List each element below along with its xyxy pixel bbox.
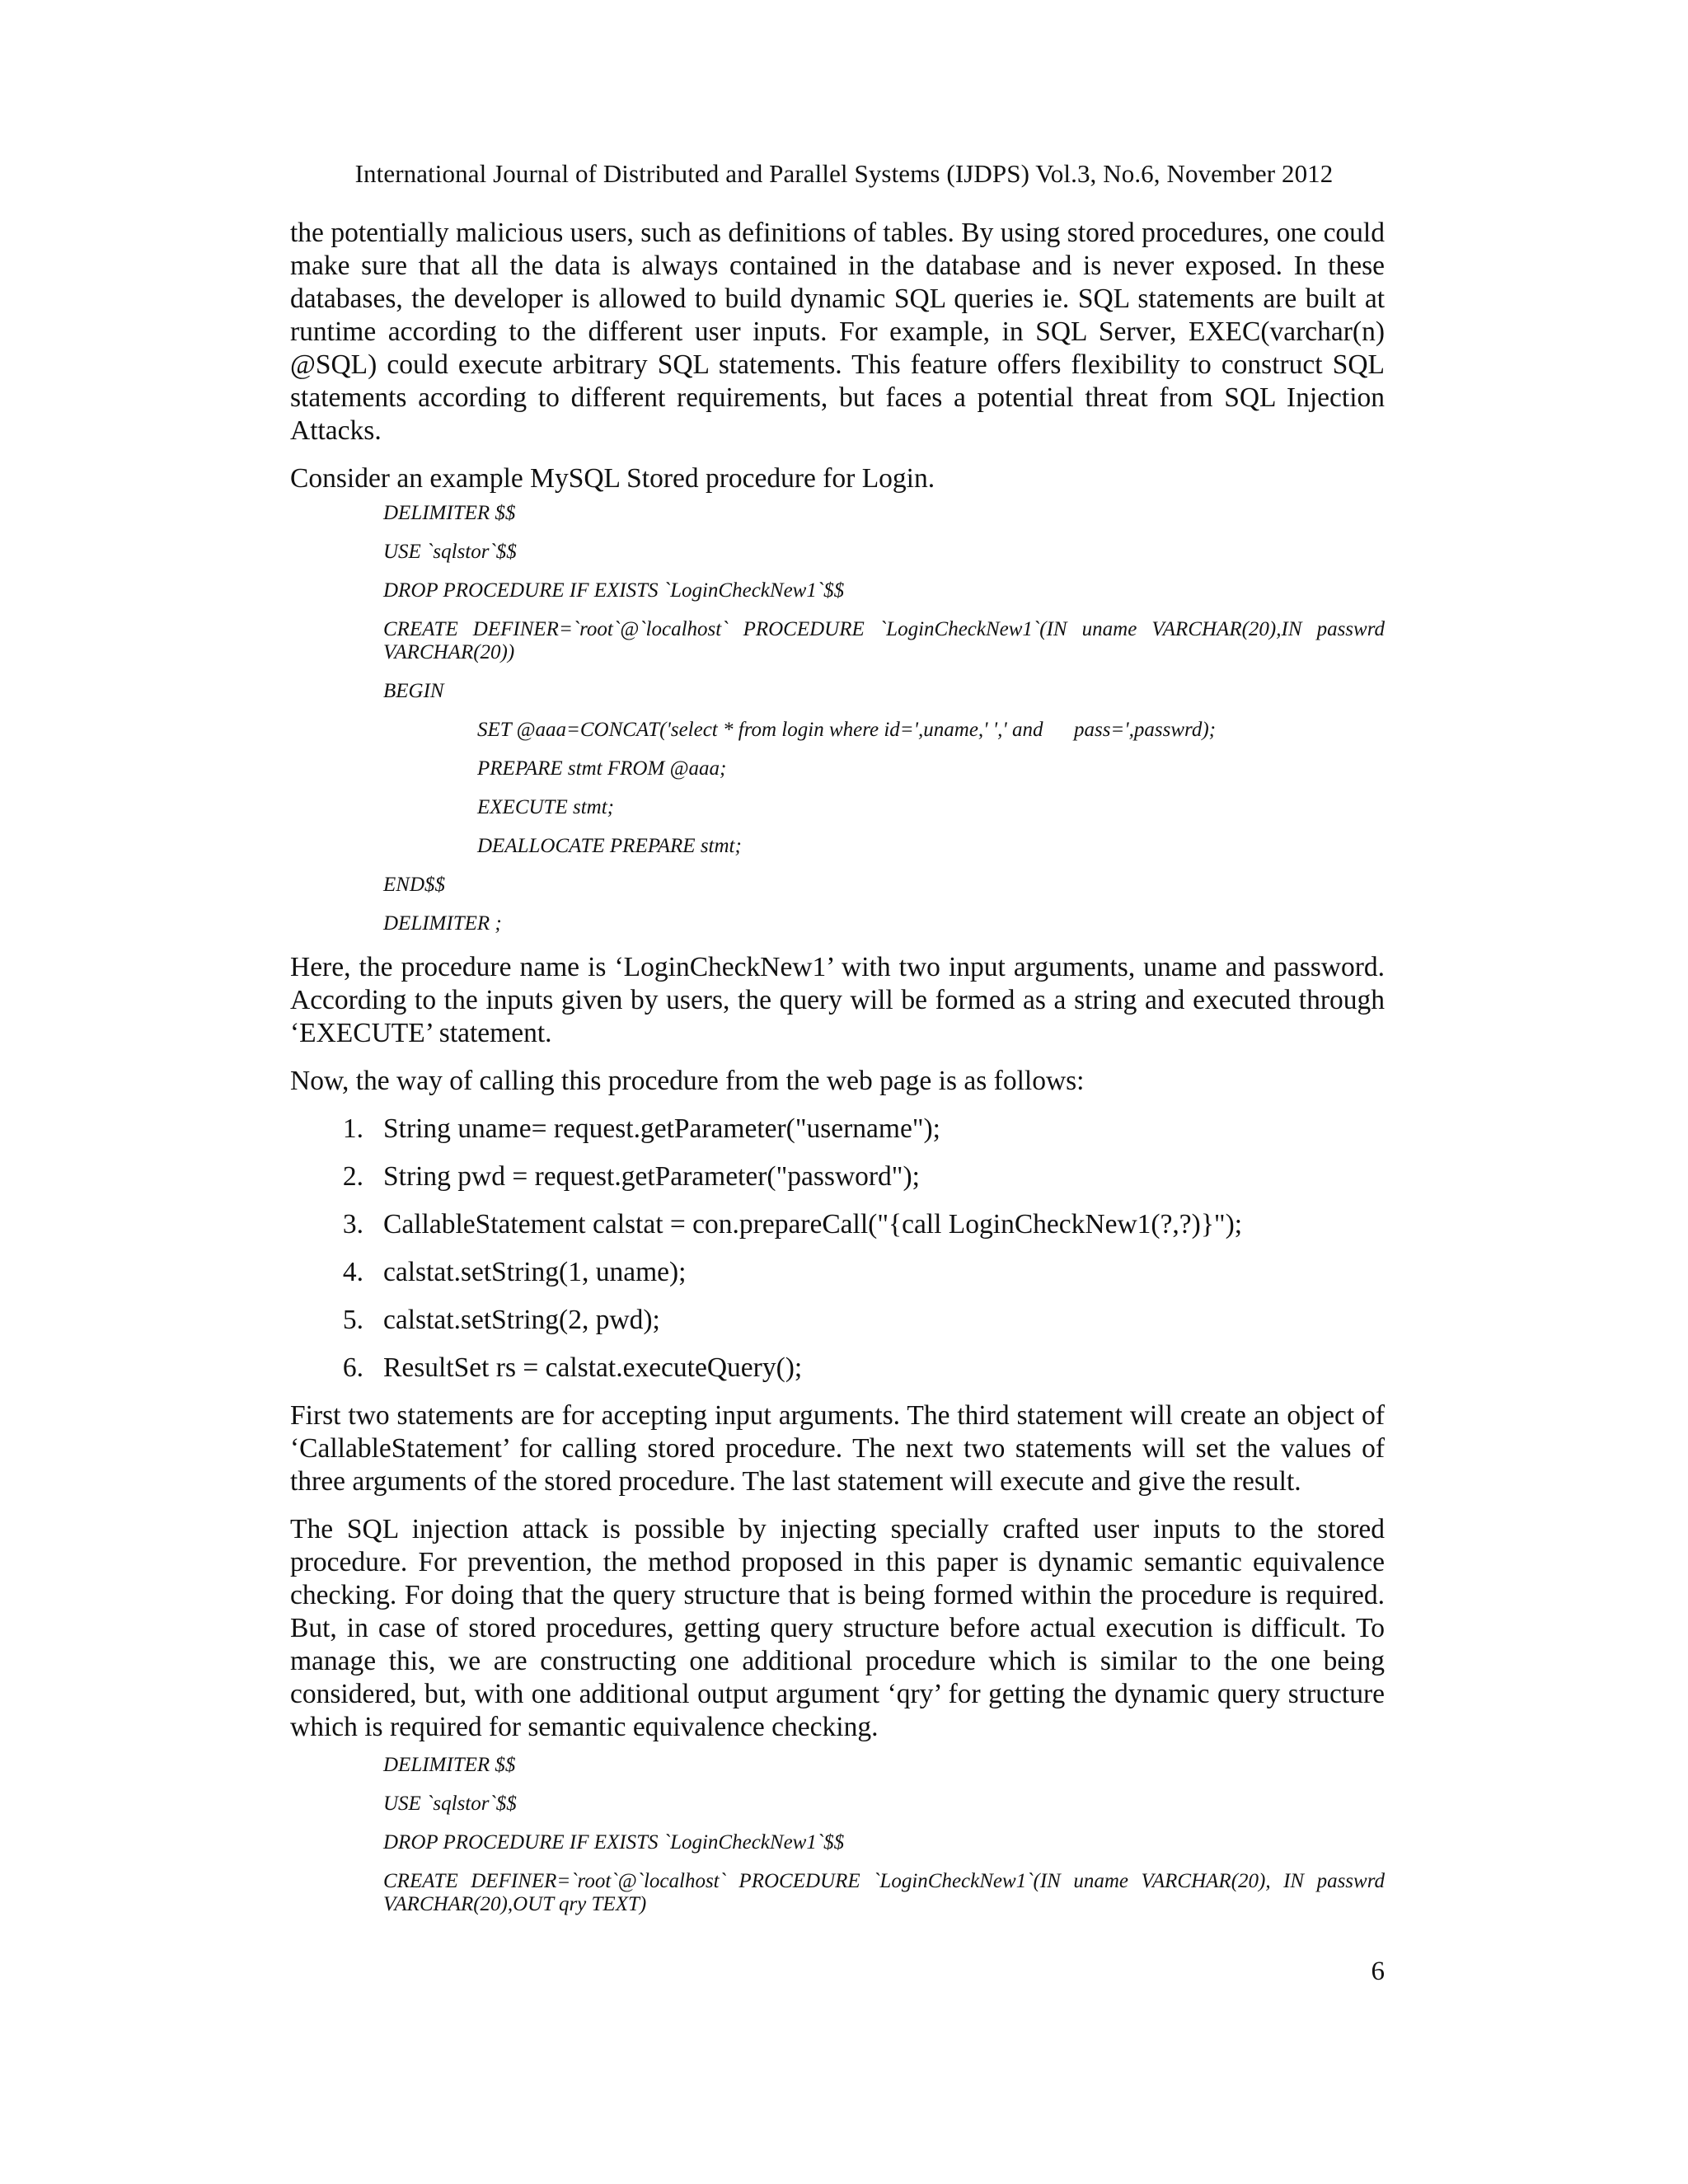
paragraph-example-intro: Consider an example MySQL Stored procedure for Login.	[290, 463, 935, 494]
code-line: DROP PROCEDURE IF EXISTS `LoginCheckNew1`$$	[383, 1831, 845, 1854]
running-header: International Journal of Distributed and Parallel Systems (IJDPS) Vol.3, No.6, November 2012	[354, 159, 1334, 188]
code-line: DROP PROCEDURE IF EXISTS `LoginCheckNew1`$$	[383, 579, 845, 602]
numbered-code-list	[290, 1113, 1385, 1385]
paragraph-statements-explanation: First two statements are for accepting input arguments. The third statement will create an object of ‘CallableStatement’ for calling stored procedure. The next two statements will set the values of three arguments of the stored procedure. The last statement will execute and give the result.	[290, 1400, 1385, 1497]
list-number: 2.	[342, 1161, 363, 1192]
list-number: 1.	[342, 1113, 363, 1144]
list-number: 6.	[342, 1352, 363, 1383]
list-text: calstat.setString(2, pwd);	[383, 1305, 660, 1335]
code-block-procedure	[383, 502, 1385, 935]
list-item	[290, 1256, 1385, 1289]
code-line: DELIMITER $$	[383, 1754, 516, 1776]
page-body	[290, 217, 1385, 1932]
code-line: SET @aaa=CONCAT('select * from login where id=',uname,' ',' and pass=',passwrd);	[477, 719, 1216, 741]
list-text: ResultSet rs = calstat.executeQuery();	[383, 1352, 803, 1383]
code-line: EXECUTE stmt;	[477, 796, 614, 818]
code-line: DELIMITER ;	[383, 912, 502, 935]
list-text: String pwd = request.getParameter("password");	[383, 1161, 920, 1192]
list-text: CallableStatement calstat = con.prepareCall("{call LoginCheckNew1(?,?)}");	[383, 1209, 1243, 1240]
list-item	[290, 1160, 1385, 1193]
code-line: PREPARE stmt FROM @aaa;	[477, 757, 727, 780]
page-number: 6	[1371, 1957, 1385, 1986]
paragraph-calling-intro: Now, the way of calling this procedure from the web page is as follows:	[290, 1066, 1085, 1096]
code-line: DEALLOCATE PREPARE stmt;	[477, 835, 742, 857]
list-item	[290, 1352, 1385, 1385]
code-line: CREATE DEFINER=`root`@`localhost` PROCEDURE `LoginCheckNew1`(IN uname VARCHAR(20),IN passwrd VARCHAR(20))	[383, 618, 1385, 663]
list-item	[290, 1113, 1385, 1146]
code-block-procedure-modified	[383, 1754, 1385, 1916]
code-line: CREATE DEFINER=`root`@`localhost` PROCEDURE `LoginCheckNew1`(IN uname VARCHAR(20), IN passwrd VARCHAR(20),OUT qry TEXT)	[383, 1870, 1385, 1915]
code-line: USE `sqlstor`$$	[383, 1793, 517, 1815]
paragraph-procedure-explanation: Here, the procedure name is ‘LoginCheckNew1’ with two input arguments, uname and password. According to the inputs given by users, the query will be formed as a string and executed through ‘EXECUTE’ statement.	[290, 952, 1385, 1048]
list-number: 3.	[342, 1209, 363, 1240]
list-text: String uname= request.getParameter("username");	[383, 1113, 940, 1144]
list-item	[290, 1304, 1385, 1337]
code-line: USE `sqlstor`$$	[383, 541, 517, 563]
code-line: END$$	[383, 874, 445, 896]
list-number: 5.	[342, 1305, 363, 1335]
paragraph-sql-injection: The SQL injection attack is possible by injecting specially crafted user inputs to the stored procedure. For prevention, the method proposed in this paper is dynamic semantic equivalence checking. For doing that the query structure that is being formed within the procedure is required. But, in case of stored procedures, getting query structure before actual execution is difficult. To manage this, we are constructing one additional procedure which is similar to the one being considered, but, with one additional output argument ‘qry’ for getting the dynamic query structure which is required for semantic equivalence checking.	[290, 1514, 1385, 1742]
list-item	[290, 1208, 1385, 1241]
paragraph-stored-procedures: the potentially malicious users, such as definitions of tables. By using stored procedures, one could make sure that all the data is always contained in the database and is never exposed. In these databases, the developer is allowed to build dynamic SQL queries ie. SQL statements are built at runtime according to the different user inputs. For example, in SQL Server, EXEC(varchar(n) @SQL) could execute arbitrary SQL statements. This feature offers flexibility to construct SQL statements according to different requirements, but faces a potential threat from SQL Injection Attacks.	[290, 218, 1385, 446]
list-number: 4.	[342, 1257, 363, 1287]
code-line: DELIMITER $$	[383, 502, 516, 524]
code-line: BEGIN	[383, 680, 444, 702]
list-text: calstat.setString(1, uname);	[383, 1257, 687, 1287]
